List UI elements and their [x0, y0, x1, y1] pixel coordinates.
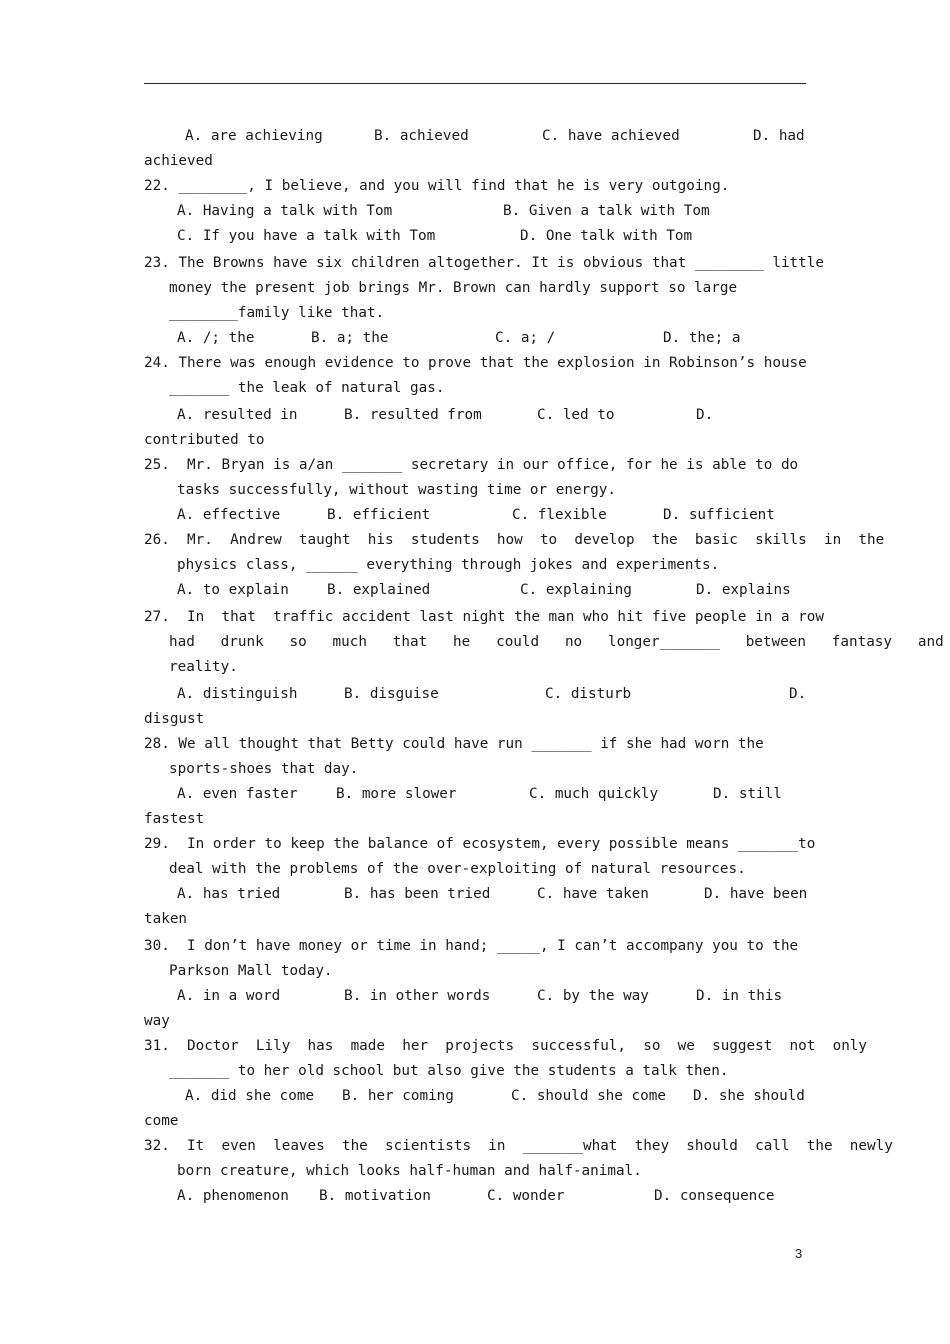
- q24-option-c: C. led to: [537, 407, 615, 423]
- q23-option-b: B. a; the: [311, 330, 389, 346]
- q30-option-c: C. by the way: [537, 988, 649, 1004]
- q22-option-d: D. One talk with Tom: [520, 228, 693, 244]
- q25-option-d: D. sufficient: [663, 507, 775, 523]
- q29-stem-1: 29. In order to keep the balance of ecosystem, every possible means _______to: [144, 836, 816, 852]
- q26-stem-1: 26. Mr. Andrew taught his students how to develop the basic skills in the: [144, 532, 885, 548]
- q24-option-d-cont: contributed to: [144, 432, 265, 448]
- q30-option-d-cont: way: [144, 1013, 170, 1029]
- q24-stem-2: _______ the leak of natural gas.: [169, 380, 445, 396]
- q32-option-c: C. wonder: [487, 1188, 565, 1204]
- q29-option-d-cont: taken: [144, 911, 188, 927]
- q28-option-d: D. still: [713, 786, 782, 802]
- q23-option-d: D. the; a: [663, 330, 741, 346]
- q24-stem-1: 24. There was enough evidence to prove that the explosion in Robinson’s house: [144, 355, 807, 371]
- q32-stem-2: born creature, which looks half-human and half-animal.: [177, 1163, 642, 1179]
- q28-option-c: C. much quickly: [529, 786, 659, 802]
- q31-option-a: A. did she come: [185, 1088, 315, 1104]
- q22-stem: 22. ________, I believe, and you will find that he is very outgoing.: [144, 178, 730, 194]
- q28-option-d-cont: fastest: [144, 811, 205, 827]
- q28-option-a: A. even faster: [177, 786, 298, 802]
- q27-option-b: B. disguise: [344, 686, 439, 702]
- q26-option-c: C. explaining: [520, 582, 632, 598]
- q31-stem-2: _______ to her old school but also give the students a talk then.: [169, 1063, 729, 1079]
- q21-options: [144, 124, 806, 149]
- q31-stem-1: 31. Doctor Lily has made her projects successful, so we suggest not only: [144, 1038, 868, 1054]
- q21-option-c: C. have achieved: [542, 128, 680, 144]
- question-list: [144, 124, 944, 1209]
- q29-stem-2: deal with the problems of the over-exploiting of natural resources.: [169, 861, 746, 877]
- q24-option-a: A. resulted in: [177, 407, 298, 423]
- q21-option-d: D. had: [753, 128, 805, 144]
- q31-option-b: B. her coming: [342, 1088, 454, 1104]
- q28-stem-1: 28. We all thought that Betty could have run _______ if she had worn the: [144, 736, 764, 752]
- q30-option-b: B. in other words: [344, 988, 491, 1004]
- q27-stem-3: reality.: [169, 659, 238, 675]
- q23-stem-1: 23. The Browns have six children altogether. It is obvious that ________ little: [144, 255, 824, 271]
- q25-stem-1: 25. Mr. Bryan is a/an _______ secretary in our office, for he is able to do: [144, 457, 799, 473]
- q23-stem-2: money the present job brings Mr. Brown can hardly support so large: [169, 280, 738, 296]
- q21-option-b: B. achieved: [374, 128, 469, 144]
- q25-option-c: C. flexible: [512, 507, 607, 523]
- q27-stem-2: had drunk so much that he could no longer_______ between fantasy and: [169, 634, 944, 650]
- q22-option-a: A. Having a talk with Tom: [177, 203, 393, 219]
- q30-option-d: D. in this: [696, 988, 783, 1004]
- q23-stem-3: ________family like that.: [169, 305, 385, 321]
- q24-option-d: D.: [696, 407, 714, 423]
- q22-option-c: C. If you have a talk with Tom: [177, 228, 436, 244]
- q27-option-c: C. disturb: [545, 686, 632, 702]
- q29-option-c: C. have taken: [537, 886, 649, 902]
- q27-option-d-cont: disgust: [144, 711, 205, 727]
- q26-option-b: B. explained: [327, 582, 431, 598]
- q22-option-b: B. Given a talk with Tom: [503, 203, 710, 219]
- q29-option-d: D. have been: [704, 886, 808, 902]
- page-number: 3: [795, 1246, 803, 1261]
- q23-option-a: A. /; the: [177, 330, 255, 346]
- q25-option-b: B. efficient: [327, 507, 431, 523]
- q29-option-b: B. has been tried: [344, 886, 491, 902]
- q26-option-d: D. explains: [696, 582, 791, 598]
- q23-option-c: C. a; /: [495, 330, 556, 346]
- q32-stem-1: 32. It even leaves the scientists in _______what they should call the newly: [144, 1138, 893, 1154]
- q30-stem-1: 30. I don’t have money or time in hand; _____, I can’t accompany you to the: [144, 938, 799, 954]
- q27-option-a: A. distinguish: [177, 686, 298, 702]
- q31-option-c: C. should she come: [511, 1088, 666, 1104]
- q24-option-b: B. resulted from: [344, 407, 482, 423]
- q21-option-a: A. are achieving: [185, 128, 323, 144]
- q32-option-a: A. phenomenon: [177, 1188, 289, 1204]
- header-rule: [144, 83, 806, 84]
- q28-option-b: B. more slower: [336, 786, 457, 802]
- q25-option-a: A. effective: [177, 507, 281, 523]
- q32-option-d: D. consequence: [654, 1188, 775, 1204]
- q32-option-b: B. motivation: [319, 1188, 431, 1204]
- q28-stem-2: sports-shoes that day.: [169, 761, 359, 777]
- q30-option-a: A. in a word: [177, 988, 281, 1004]
- q26-stem-2: physics class, ______ everything through jokes and experiments.: [177, 557, 720, 573]
- q21-option-d-cont: achieved: [144, 153, 213, 169]
- q30-stem-2: Parkson Mall today.: [169, 963, 333, 979]
- q27-option-d: D.: [789, 686, 807, 702]
- q25-stem-2: tasks successfully, without wasting time or energy.: [177, 482, 616, 498]
- q29-option-a: A. has tried: [177, 886, 281, 902]
- q31-option-d-cont: come: [144, 1113, 179, 1129]
- q27-stem-1: 27. In that traffic accident last night the man who hit five people in a row: [144, 609, 824, 625]
- q31-option-d: D. she should: [693, 1088, 805, 1104]
- q26-option-a: A. to explain: [177, 582, 289, 598]
